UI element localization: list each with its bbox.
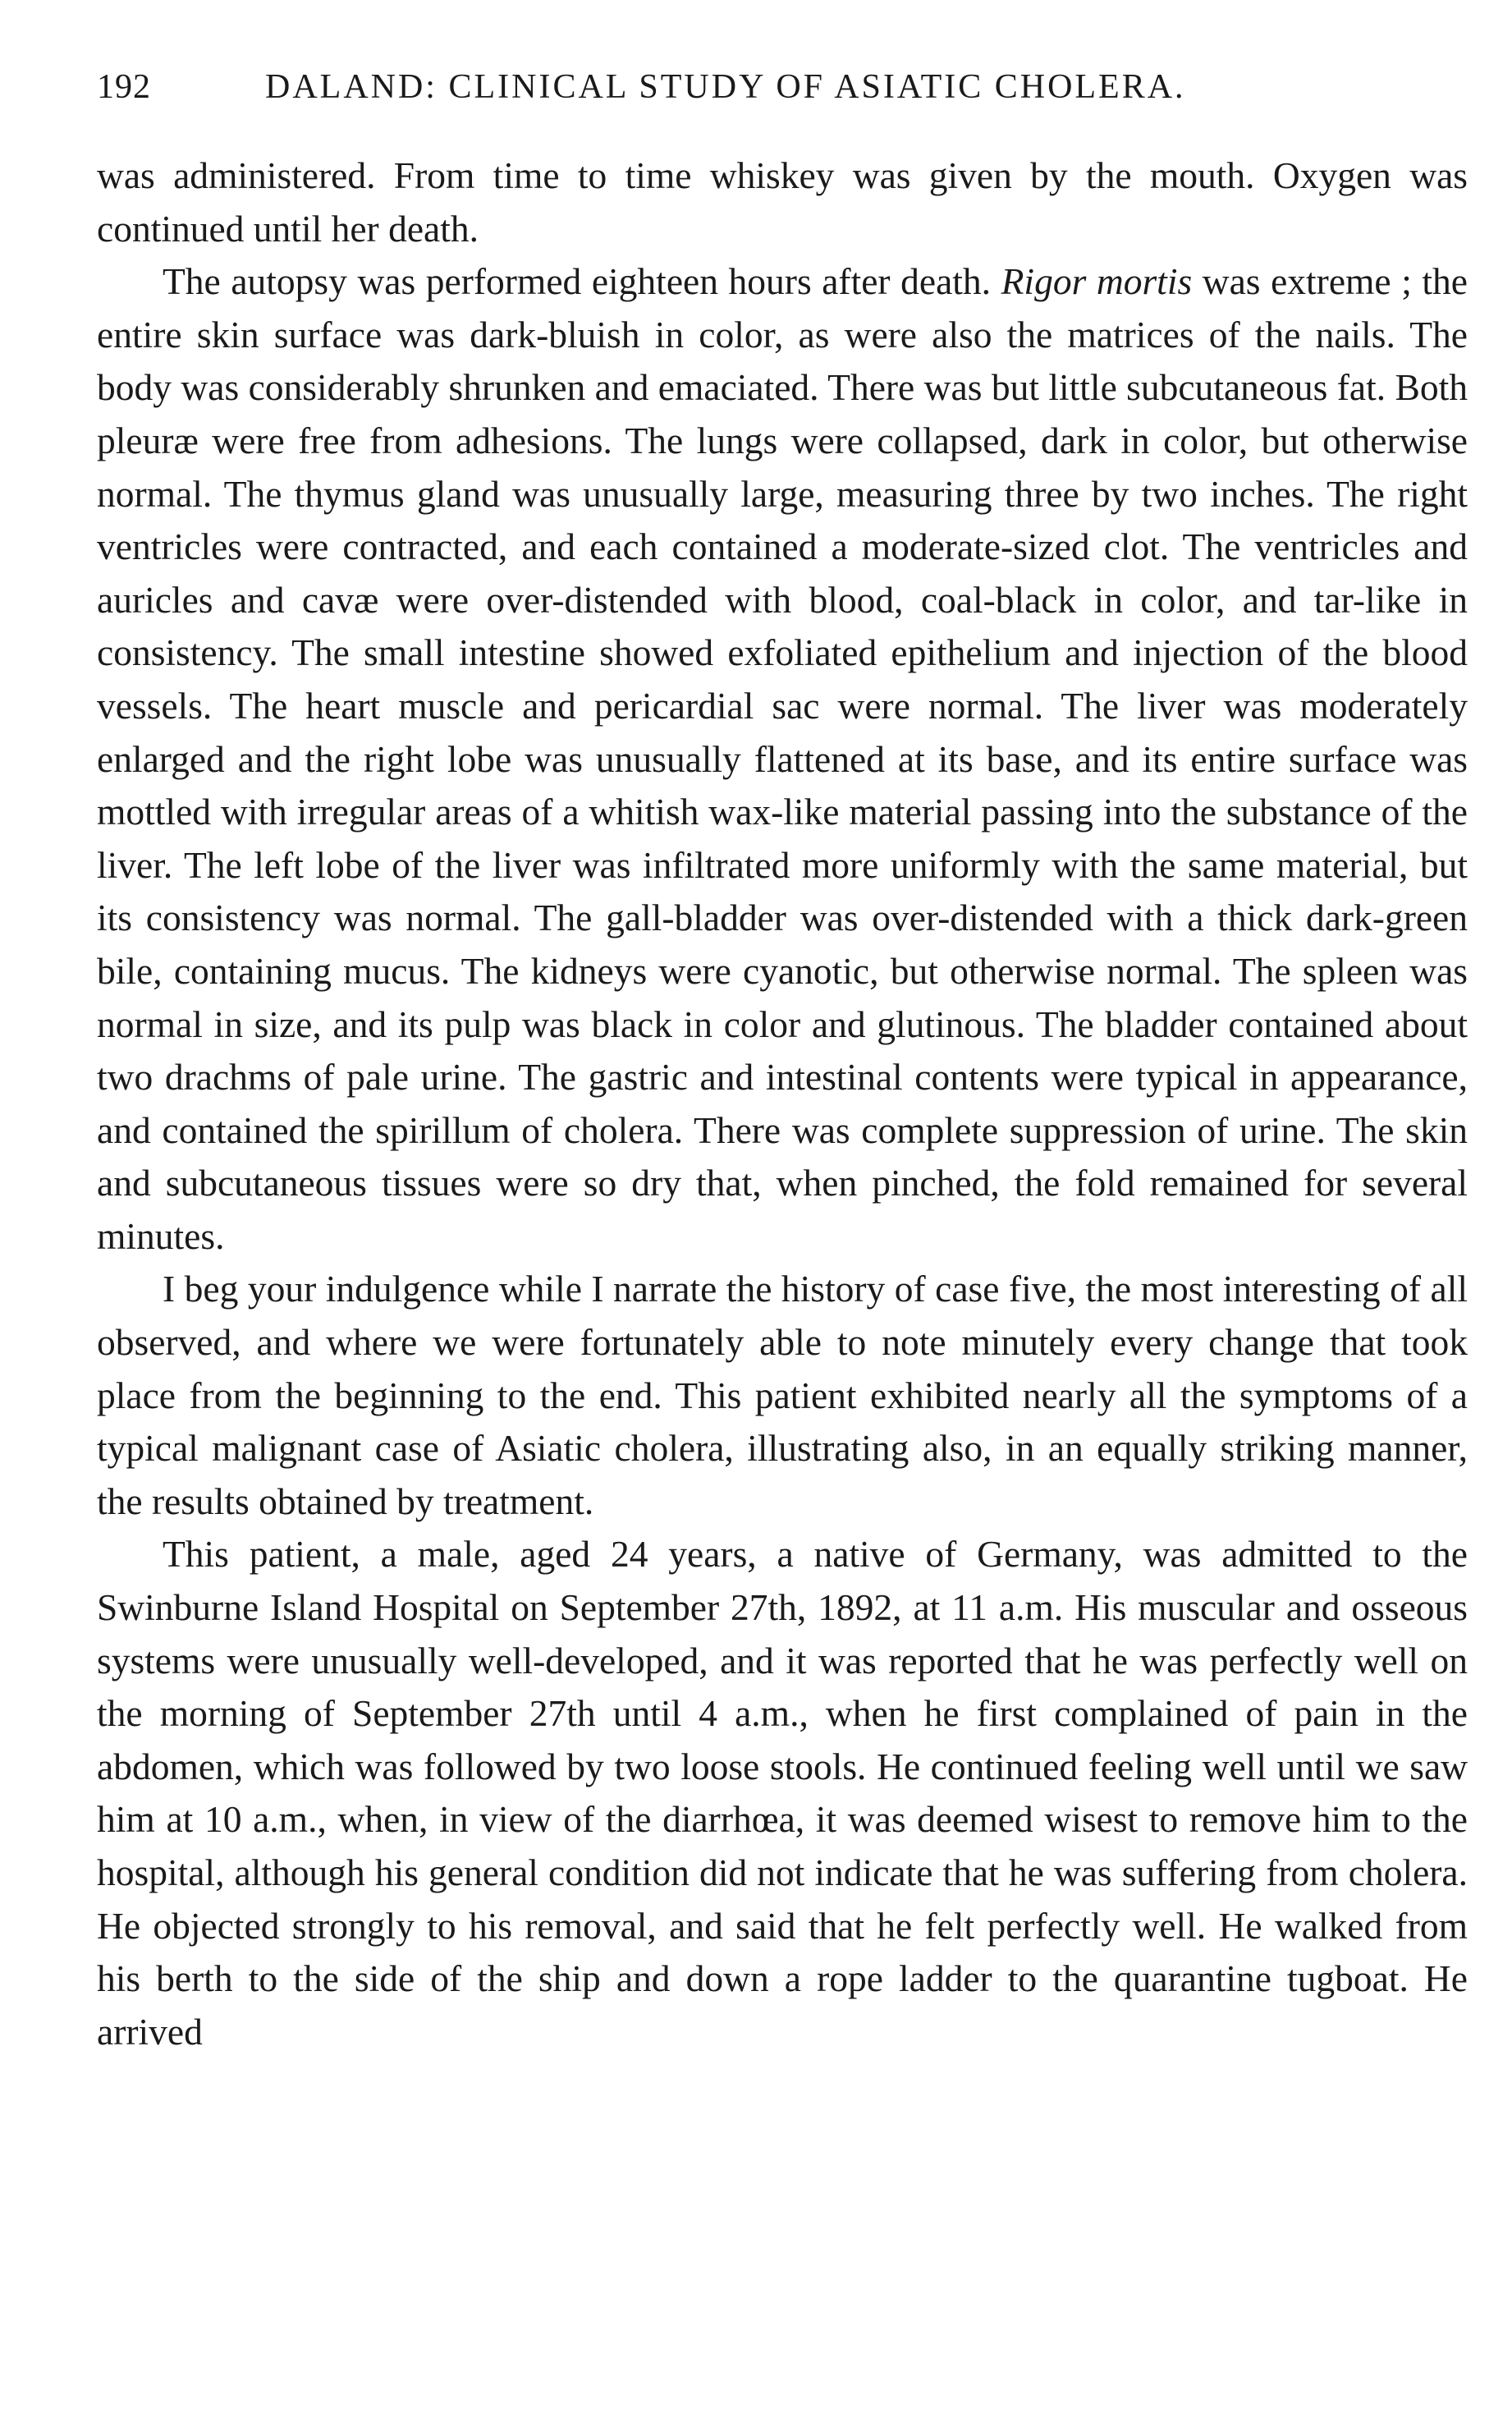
book-page <box>97 67 1468 2058</box>
paragraph-autopsy <box>97 255 1468 1263</box>
running-title: DALAND: CLINICAL STUDY OF ASIATIC CHOLERA. <box>265 68 1186 106</box>
body-text <box>97 149 1468 2058</box>
paragraph-text: I beg your indulgence while I narrate the history of case five, the most interesting of all observed, and where we were fortunately able to note minutely every change that took place from the beginning to the end. This patient exhibited nearly all the symptoms of a typical malignant case of Asiatic cholera, illustrating also, in an equally striking manner, the results obtained by treatment. <box>97 1268 1468 1522</box>
paragraph-text: This patient, a male, aged 24 years, a native of Germany, was admitted to the Swinburne Island Hospital on September 27th, 1892, at 11 a.m. His muscular and osseous systems were unusually well-developed, and it was reported that he was perfectly well on the morning of September 27th until 4 a.m., when he first complained of pain in the abdomen, which was followed by two loose stools. He continued feeling well until we saw him at 10 a.m., when, in view of the diarrhœa, it was deemed wisest to remove him to the hospital, although his general condition did not indicate that he was suffering from cholera. He objected strongly to his removal, and said that he felt perfectly well. He walked from his berth to the side of the ship and down a rope ladder to the quarantine tugboat. He arrived <box>97 1533 1468 2053</box>
paragraph-case-five-intro <box>97 1263 1468 1528</box>
paragraph-case-five-history <box>97 1528 1468 2058</box>
italic-term: Rigor mortis <box>1001 260 1193 303</box>
paragraph-continuation <box>97 149 1468 255</box>
paragraph-text: was extreme ; the entire skin surface was dark-bluish in color, as were also the matrices of the nails. The body was considerably shrunken and emaciated. There was but little subcutaneous fat. Both pleuræ were free from adhesions. The lungs were collapsed, dark in color, but otherwise normal. The thymus gland was unusually large, measuring three by two inches. The right ventricles were contracted, and each contained a moderate-sized clot. The ventricles and auricles and cavæ were over-distended with blood, coal-black in color, and tar-like in consistency. The small intestine showed exfoliated epithelium and injection of the blood vessels. The heart muscle and pericardial sac were normal. The liver was moderately enlarged and the right lobe was unusually flattened at its base, and its entire surface was mottled with irregular areas of a whitish wax-like material passing into the substance of the liver. The left lobe of the liver was infiltrated more uniformly with the same material, but its consistency was normal. The gall-bladder was over-distended with a thick dark-green bile, containing mucus. The kidneys were cyanotic, but otherwise normal. The spleen was normal in size, and its pulp was black in color and glutinous. The bladder contained about two drachms of pale urine. The gastric and intestinal contents were typical in appearance, and contained the spirillum of cholera. There was complete suppression of urine. The skin and subcutaneous tissues were so dry that, when pinched, the fold remained for several minutes. <box>97 260 1468 1257</box>
paragraph-text: The autopsy was performed eighteen hours after death. <box>163 260 1001 303</box>
page-number: 192 <box>97 68 151 106</box>
running-head <box>97 67 1468 107</box>
paragraph-text: was administered. From time to time whiskey was given by the mouth. Oxygen was continued until her death. <box>97 154 1468 250</box>
